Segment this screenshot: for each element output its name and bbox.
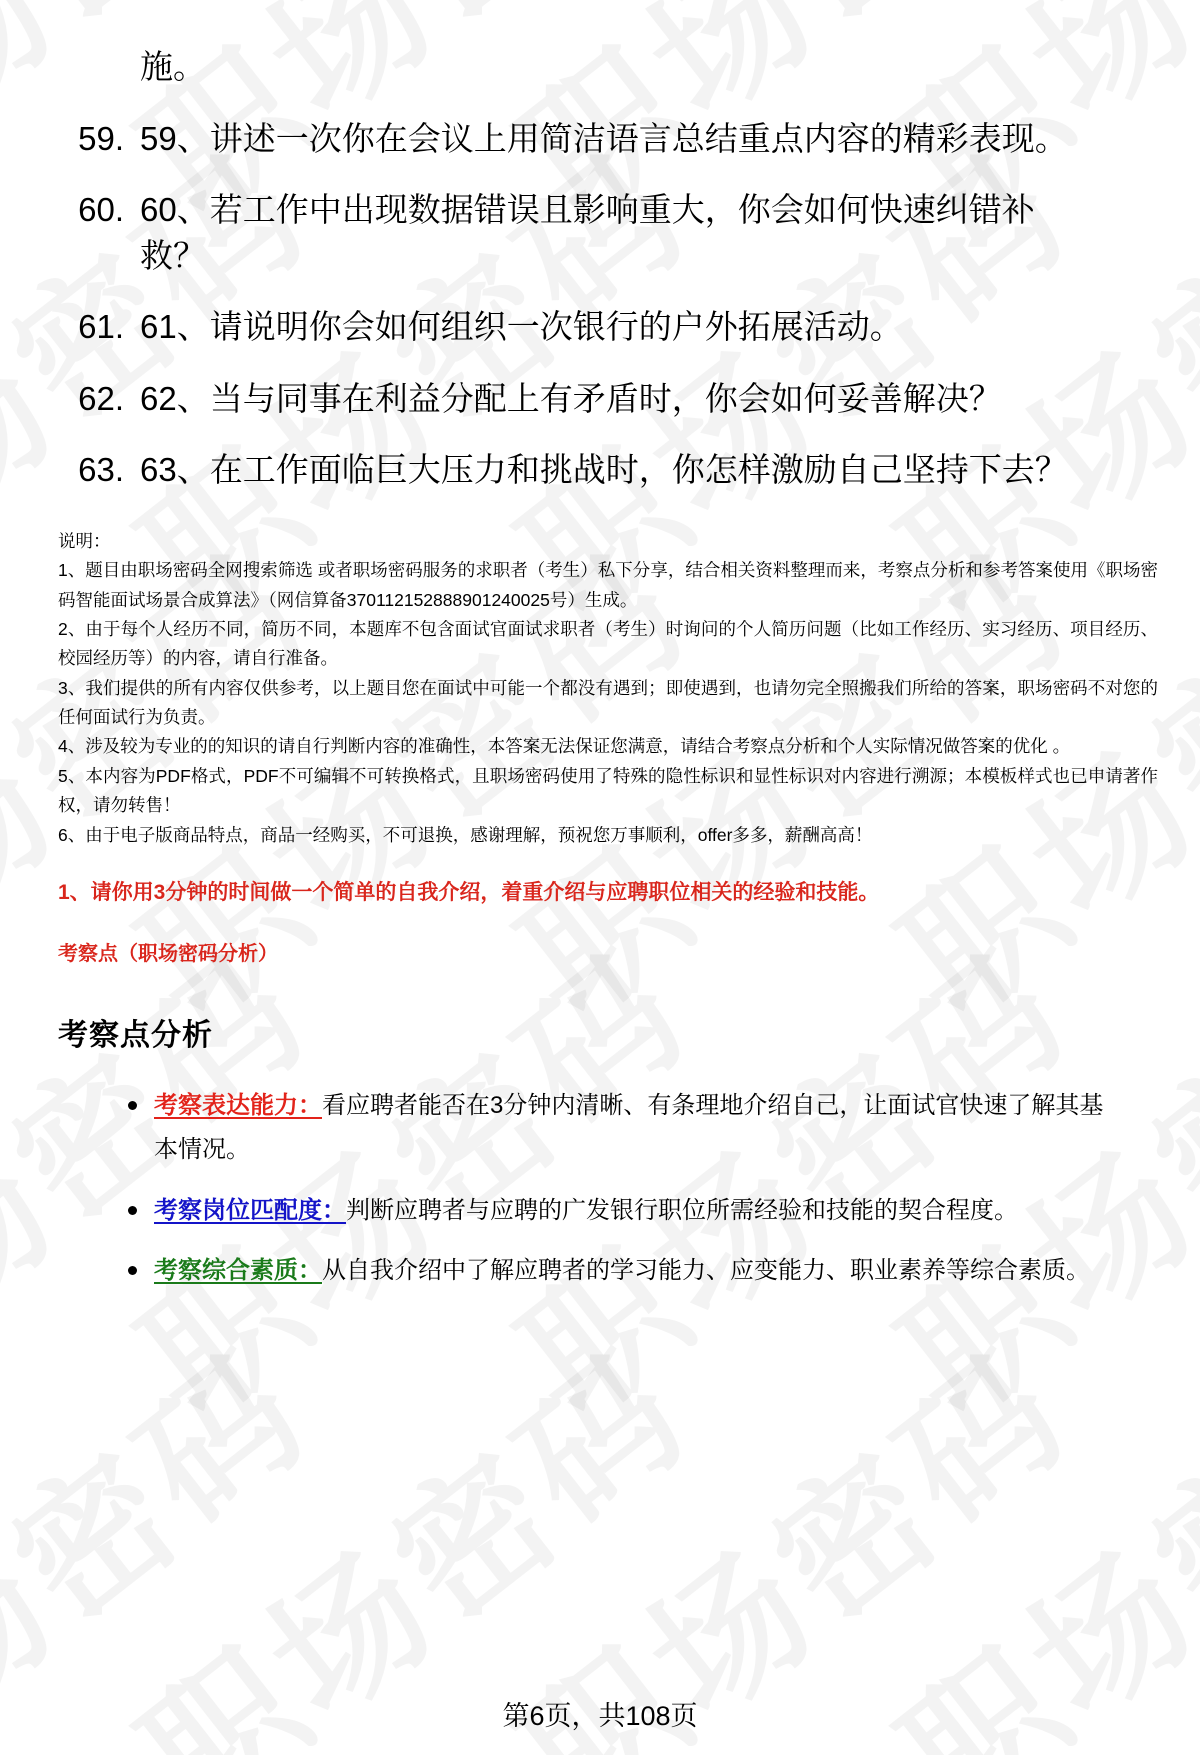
question-number: 63. (78, 451, 124, 489)
analysis-point-label: 考察表达能力： (154, 1092, 322, 1120)
list-item (46, 1249, 1118, 1293)
question-number: 62. (78, 379, 124, 417)
question-item (46, 116, 1158, 162)
analysis-point-text: 判断应聘者与应聘的广发银行职位所需经验和技能的契合程度。 (346, 1196, 1018, 1224)
analysis-point-label: 考察综合素质： (154, 1257, 322, 1285)
question-list (46, 116, 1158, 493)
question-item (46, 447, 1158, 493)
analysis-heading: 考察点分析 (58, 1019, 213, 1053)
disclaimer-line: 2、由于每个人经历不同，简历不同，本题库不包含面试官面试求职者（考生）时询问的个人简历问题（比如工作经历、实习经历、项目经历、校园经历等）的内容，请自行准备。 (58, 618, 1158, 669)
question-text: 61、请说明你会如何组织一次银行的户外拓展活动。 (140, 308, 903, 346)
question-item (46, 187, 1158, 278)
analysis-point-text: 看应聘者能否在3分钟内清晰、有条理地介绍自己，让面试官快速了解其基本情况。 (154, 1092, 1104, 1164)
disclaimer-line: 5、本内容为PDF格式，PDF不可编辑不可转换格式，且职场密码使用了特殊的隐性标识和显性标识对内容进行溯源；本模板样式也已申请著作权，请勿转售！ (58, 765, 1158, 816)
question-continuation-top: 施。 (140, 48, 206, 85)
question-text-line1: 60、若工作中出现数据错误且影响重大，你会如何快速纠错补 (140, 191, 1035, 229)
disclaimer-line: 3、我们提供的所有内容仅供参考，以上题目您在面试中可能一个都没有遇到；即使遇到，也请勿完全照搬我们所给的答案，职场密码不对您的任何面试行为负责。 (58, 677, 1158, 728)
watermark-text (120, 1331, 710, 1755)
question-text: 59、讲述一次你在会议上用简洁语言总结重点内容的精彩表现。 (140, 119, 1068, 157)
question-text: 63、在工作面临巨大压力和挑战时，你怎样激励自己坚持下去？ (140, 451, 1068, 489)
page-footer: 第6页，共108页 (502, 1701, 698, 1731)
question-item (46, 376, 1158, 422)
question-text (140, 187, 1158, 278)
analysis-label: 考察点（职场密码分析） (58, 943, 278, 966)
question-number: 59. (78, 119, 124, 157)
question-number: 61. (78, 308, 124, 346)
question-item (46, 304, 1158, 350)
watermark-text (880, 1331, 1200, 1755)
question-text-line2: 救？ (140, 236, 206, 274)
disclaimer-block (46, 527, 1158, 850)
watermark-text (0, 1331, 330, 1755)
list-item (46, 1084, 1118, 1173)
disclaimer-title: 说明： (58, 530, 111, 551)
watermark-text (500, 1331, 1090, 1755)
question-text: 62、当与同事在利益分配上有矛盾时，你会如何妥善解决？ (140, 379, 1002, 417)
analysis-point-label: 考察岗位匹配度： (154, 1196, 346, 1224)
analysis-point-list (46, 1084, 1158, 1294)
disclaimer-line: 6、由于电子版商品特点，商品一经购买，不可退换，感谢理解，预祝您万事顺利，offer多多，薪酬高高！ (58, 824, 873, 845)
disclaimer-line: 1、题目由职场密码全网搜索筛选 或者职场密码服务的求职者（考生）私下分享，结合相关资料整理而来，考察点分析和参考答案使用《职场密码智能面试场景合成算法》（网信算备370112152888901240025号）生成。 (58, 560, 1158, 610)
analysis-point-text: 从自我介绍中了解应聘者的学习能力、应变能力、职业素养等综合素质。 (322, 1257, 1090, 1285)
question-number: 60. (78, 191, 124, 229)
highlighted-question: 1、请你用3分钟的时间做一个简单的自我介绍，着重介绍与应聘职位相关的经验和技能。 (58, 881, 880, 905)
list-item (46, 1189, 1118, 1233)
disclaimer-line: 4、涉及较为专业的的知识的请自行判断内容的准确性，本答案无法保证您满意，请结合考察点分析和个人实际情况做答案的优化 。 (58, 736, 1071, 757)
